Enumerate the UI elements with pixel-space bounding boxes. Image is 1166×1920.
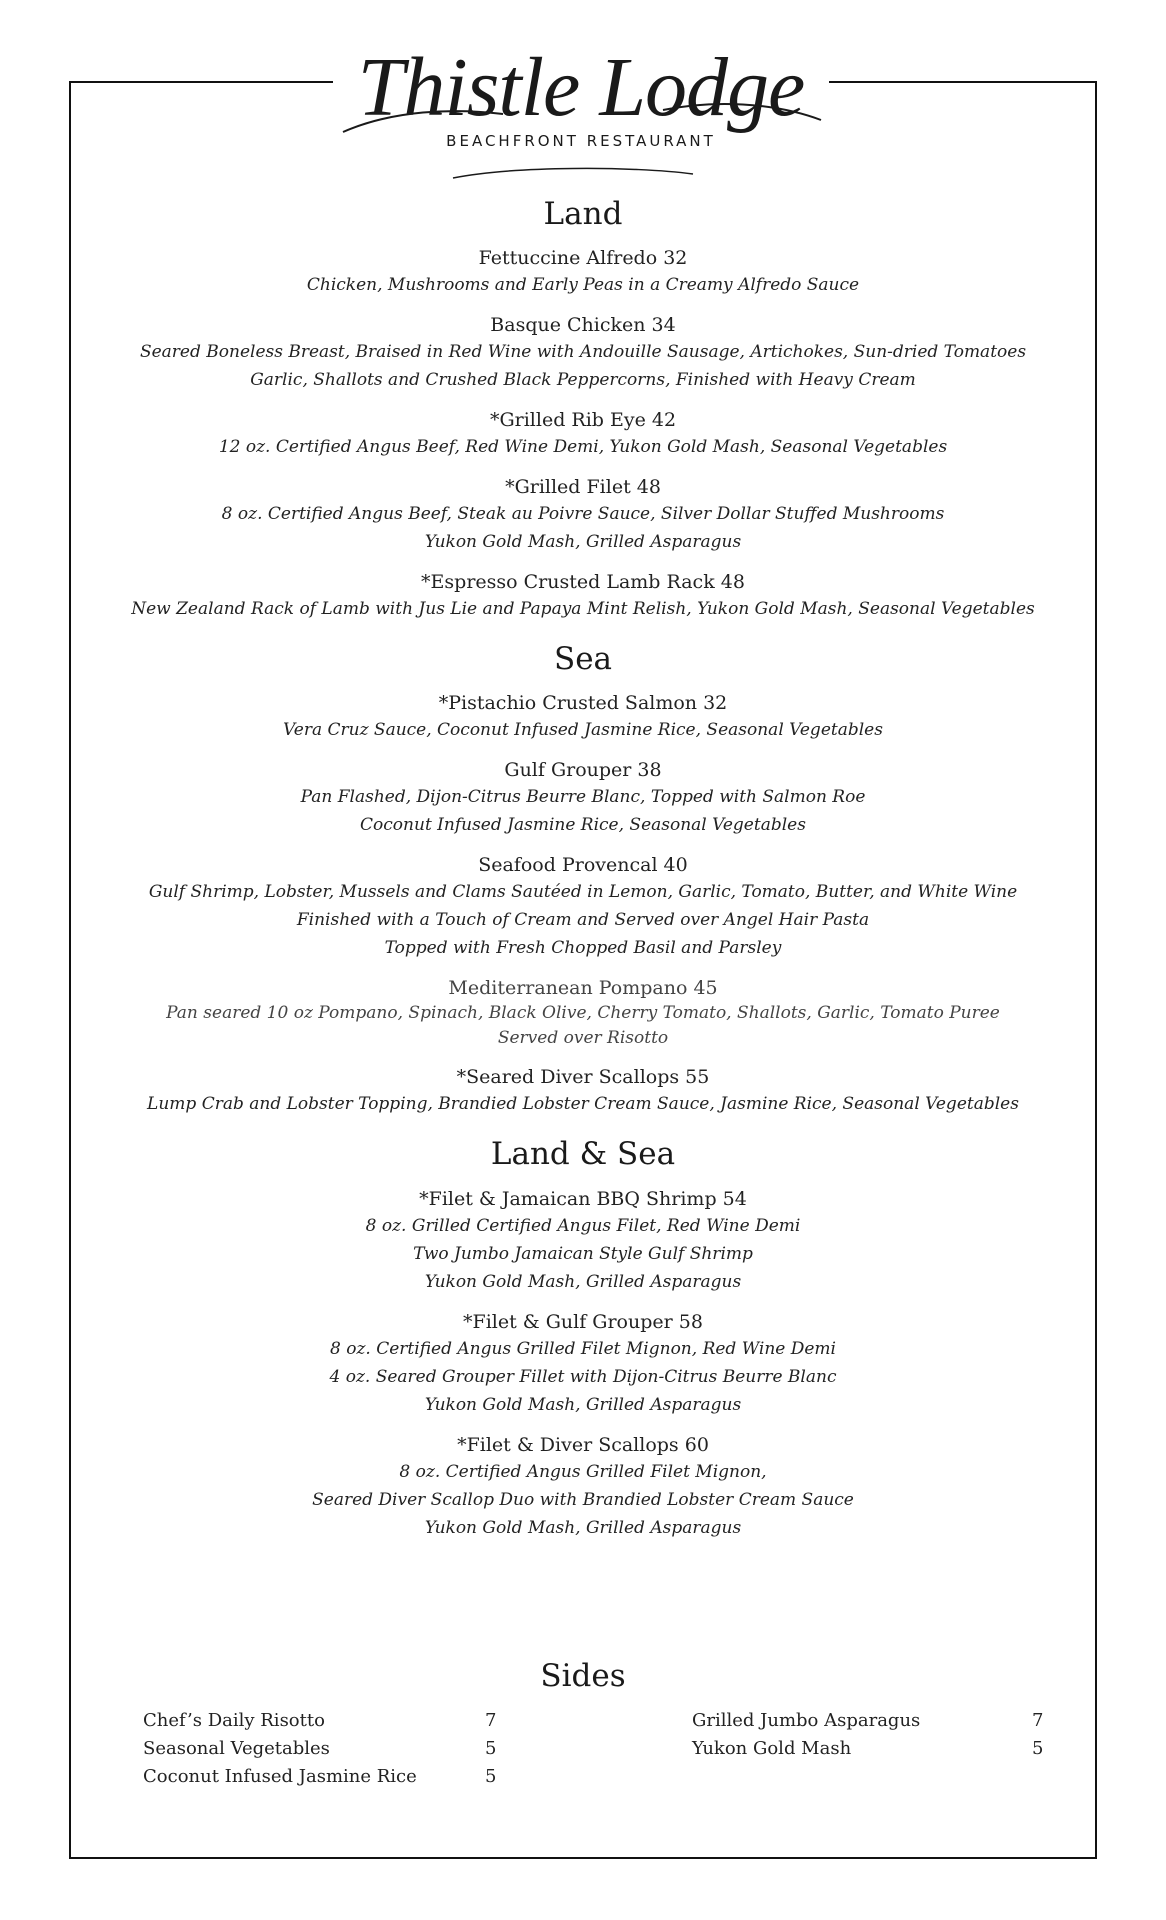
menu-item-description: Pan Flashed, Dijon-Citrus Beurre Blanc, Topped with Salmon Roe — [300, 787, 866, 808]
menu-item-name: *Espresso Crusted Lamb Rack 48 — [421, 571, 745, 594]
section-title-sides: Sides — [540, 1658, 626, 1694]
menu-section — [69, 1136, 1097, 1541]
side-item — [143, 1707, 523, 1735]
menu-item-name: Basque Chicken 34 — [490, 314, 676, 337]
menu-item — [69, 1186, 1097, 1296]
side-item — [692, 1707, 1052, 1735]
restaurant-logo — [333, 30, 829, 180]
menu-item-description: Gulf Shrimp, Lobster, Mussels and Clams Sautéed in Lemon, Garlic, Tomato, Butter, and White Wine — [148, 882, 1018, 903]
menu-item-name: Gulf Grouper 38 — [504, 759, 662, 782]
menu-item-description: 8 oz. Grilled Certified Angus Filet, Red Wine Demi — [365, 1215, 801, 1236]
menu-item — [69, 474, 1097, 556]
menu-item-description: Topped with Fresh Chopped Basil and Parsley — [384, 938, 782, 959]
menu-item-description: Yukon Gold Mash, Grilled Asparagus — [424, 1271, 742, 1292]
side-item-price: 5 — [485, 1766, 497, 1788]
side-item-price: 5 — [485, 1738, 497, 1760]
side-item-name: Grilled Jumbo Asparagus — [692, 1710, 921, 1732]
sides-section — [69, 1658, 1097, 1797]
menu-section — [69, 641, 1097, 1118]
menu-item-description: 4 oz. Seared Grouper Fillet with Dijon-Citrus Beurre Blanc — [329, 1366, 837, 1387]
sides-left-column — [143, 1707, 523, 1791]
logo-swash-decoration — [333, 70, 829, 180]
menu-item-description: Garlic, Shallots and Crushed Black Peppercorns, Finished with Heavy Cream — [250, 370, 916, 391]
menu-item — [69, 407, 1097, 461]
menu-item-name: *Seared Diver Scallops 55 — [456, 1066, 710, 1089]
menu-section — [69, 196, 1097, 623]
menu-item-name: *Pistachio Crusted Salmon 32 — [438, 692, 728, 715]
menu-item-name: Seafood Provencal 40 — [478, 854, 688, 877]
menu-item-description: 8 oz. Certified Angus Beef, Steak au Poivre Sauce, Silver Dollar Stuffed Mushrooms — [221, 504, 945, 525]
side-item-name: Chef’s Daily Risotto — [143, 1710, 325, 1732]
menu-item — [69, 690, 1097, 744]
menu-item — [69, 1309, 1097, 1419]
menu-item — [69, 245, 1097, 299]
menu-item-description: Pan seared 10 oz Pompano, Spinach, Black Olive, Cherry Tomato, Shallots, Garlic, Tomato Puree — [166, 1003, 1000, 1024]
menu-item — [69, 975, 1097, 1051]
menu-item-description: Lump Crab and Lobster Topping, Brandied Lobster Cream Sauce, Jasmine Rice, Seasonal Vegetables — [147, 1094, 1019, 1115]
menu-item — [69, 1432, 1097, 1542]
section-title: Land — [543, 196, 623, 232]
menu-item-description: Finished with a Touch of Cream and Served over Angel Hair Pasta — [296, 910, 870, 931]
menu-item — [69, 569, 1097, 623]
menu-item-name: Mediterranean Pompano 45 — [448, 977, 718, 1000]
menu-item-name: *Grilled Filet 48 — [505, 476, 661, 499]
side-item — [143, 1763, 523, 1791]
menu-item-description: New Zealand Rack of Lamb with Jus Lie and Papaya Mint Relish, Yukon Gold Mash, Seasonal Vegetables — [131, 599, 1035, 620]
menu-item — [69, 1064, 1097, 1118]
menu-item-description: Yukon Gold Mash, Grilled Asparagus — [424, 1517, 742, 1538]
side-item — [692, 1735, 1052, 1763]
menu-item-description: Vera Cruz Sauce, Coconut Infused Jasmine Rice, Seasonal Vegetables — [283, 720, 883, 741]
menu-item-name: *Filet & Jamaican BBQ Shrimp 54 — [419, 1187, 747, 1210]
logo-subtitle: BEACHFRONT RESTAURANT — [446, 132, 716, 150]
menu-item — [69, 312, 1097, 394]
menu-item-description: Yukon Gold Mash, Grilled Asparagus — [424, 1394, 742, 1415]
menu-item-name: *Filet & Gulf Grouper 58 — [463, 1310, 703, 1333]
side-item-name: Seasonal Vegetables — [143, 1738, 330, 1760]
menu-item-name: *Grilled Rib Eye 42 — [489, 409, 677, 432]
menu-item-description: 8 oz. Certified Angus Grilled Filet Mignon, Red Wine Demi — [330, 1338, 836, 1359]
side-item-price: 7 — [485, 1710, 497, 1732]
side-item-name: Yukon Gold Mash — [692, 1738, 852, 1760]
menu-item-description: 8 oz. Certified Angus Grilled Filet Mignon, — [399, 1461, 767, 1482]
menu-item-description: Coconut Infused Jasmine Rice, Seasonal Vegetables — [360, 815, 806, 836]
sides-right-column — [692, 1707, 1052, 1763]
menu-item — [69, 757, 1097, 839]
side-item-name: Coconut Infused Jasmine Rice — [143, 1766, 417, 1788]
sides-columns — [69, 1707, 1097, 1797]
menu-item-name: *Filet & Diver Scallops 60 — [457, 1433, 709, 1456]
menu-item-description: Two Jumbo Jamaican Style Gulf Shrimp — [413, 1243, 753, 1264]
side-item-price: 7 — [1032, 1710, 1044, 1732]
menu-body — [69, 196, 1097, 1555]
menu-item-description: Seared Diver Scallop Duo with Brandied Lobster Cream Sauce — [312, 1489, 854, 1510]
menu-item-description: Yukon Gold Mash, Grilled Asparagus — [424, 532, 742, 553]
logo-name: Thistle Lodge — [357, 41, 805, 134]
side-item-price: 5 — [1032, 1738, 1044, 1760]
section-title: Land & Sea — [490, 1136, 676, 1173]
menu-item-name: Fettuccine Alfredo 32 — [478, 247, 688, 270]
section-title: Sea — [553, 641, 613, 678]
menu-item-description: Seared Boneless Breast, Braised in Red Wine with Andouille Sausage, Artichokes, Sun-dried Tomatoes — [139, 342, 1027, 363]
menu-item-description: Chicken, Mushrooms and Early Peas in a Creamy Alfredo Sauce — [306, 275, 860, 296]
menu-item-description: Served over Risotto — [497, 1028, 669, 1049]
menu-item-description: 12 oz. Certified Angus Beef, Red Wine Demi, Yukon Gold Mash, Seasonal Vegetables — [218, 437, 948, 458]
menu-item — [69, 852, 1097, 962]
side-item — [143, 1735, 523, 1763]
